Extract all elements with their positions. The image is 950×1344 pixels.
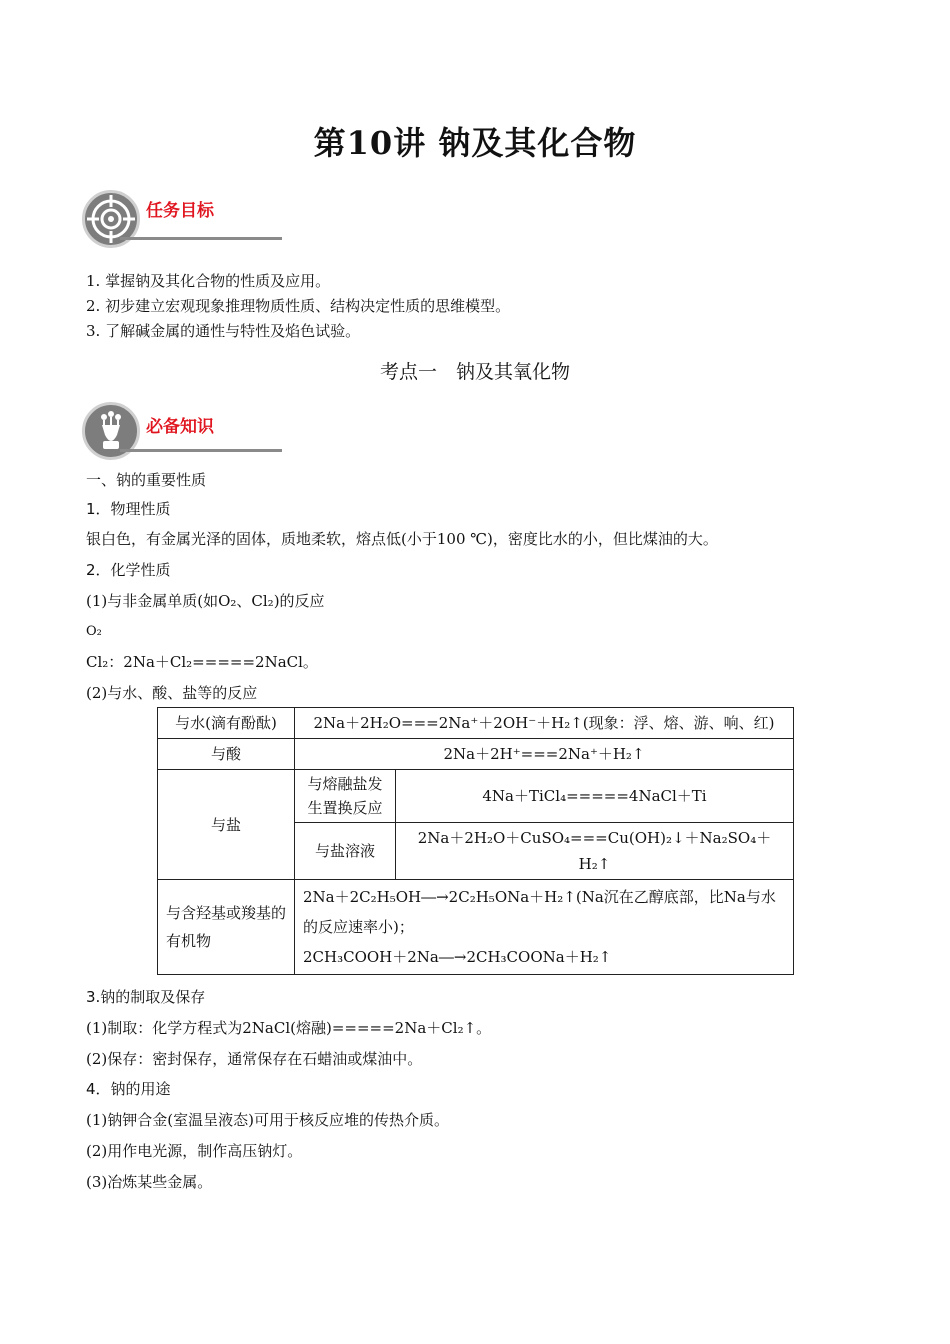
prep-item: (2)保存：密封保存，通常保存在石蜡油或煤油中。	[86, 1050, 423, 1068]
chem-item: (2)与水、酸、盐等的反应	[86, 684, 258, 702]
reaction-table	[157, 707, 794, 975]
cl2-reaction: Cl₂：2Na＋Cl₂=====2NaCl。	[86, 653, 318, 671]
sub-label: 与熔融盐发生置换反应	[295, 770, 396, 823]
use-item: (2)用作电光源，制作高压钠灯。	[86, 1142, 303, 1160]
use-item: (1)钠钾合金(室温呈液态)可用于核反应堆的传热介质。	[86, 1111, 449, 1129]
row-label: 与盐	[158, 770, 295, 880]
equation-cell: 2Na＋2H⁺===2Na⁺＋H₂↑	[295, 739, 794, 770]
subsection-heading: 3.钠的制取及保存	[86, 988, 206, 1006]
objective-item: 2. 初步建立宏观现象推理物质性质、结构决定性质的思维模型。	[86, 297, 511, 315]
equation-cell	[295, 880, 794, 975]
organic-equation-2: 2CH₃COOH＋2Na―→2CH₃COONa＋H₂↑	[303, 948, 612, 966]
badge-underline	[120, 449, 282, 452]
objective-item: 1. 掌握钠及其化合物的性质及应用。	[86, 272, 331, 290]
table-row	[158, 770, 794, 823]
sub-label: 与盐溶液	[295, 823, 396, 880]
equation-cell: 2Na＋2H₂O===2Na⁺＋2OH⁻＋H₂↑(现象：浮、熔、游、响、红)	[295, 708, 794, 739]
chem-item: (1)与非金属单质(如O₂、Cl₂)的反应	[86, 592, 325, 610]
knowledge-badge	[80, 402, 250, 462]
subsection-heading: 4．钠的用途	[86, 1080, 171, 1098]
objectives-label: 任务目标	[146, 201, 214, 221]
objectives-badge	[80, 190, 250, 250]
equation-cell: 4Na＋TiCl₄=====4NaCl＋Ti	[396, 770, 794, 823]
row-label: 与含羟基或羧基的有机物	[158, 880, 295, 975]
subsection-heading: 2．化学性质	[86, 561, 171, 579]
table-row	[158, 708, 794, 739]
subsection-heading: 1．物理性质	[86, 500, 171, 518]
use-item: (3)冶炼某些金属。	[86, 1173, 213, 1191]
topic-heading: 考点一 钠及其氧化物	[379, 361, 570, 383]
page-title: 第10讲 钠及其化合物	[313, 124, 637, 162]
objective-item: 3. 了解碱金属的通性与特性及焰色试验。	[86, 322, 361, 340]
prep-item: (1)制取：化学方程式为2NaCl(熔融)=====2Na＋Cl₂↑。	[86, 1019, 492, 1037]
badge-underline	[120, 237, 282, 240]
table-row	[158, 739, 794, 770]
physical-properties-text: 银白色，有金属光泽的固体，质地柔软，熔点低(小于100 ℃)，密度比水的小，但比煤油的大。	[86, 530, 718, 548]
organic-equation-1: 2Na＋2C₂H₅OH―→2C₂H₅ONa＋H₂↑(Na沉在乙醇底部，比Na与水的反应速率小)；	[303, 888, 776, 936]
o2-label: O₂	[86, 624, 102, 639]
knowledge-label: 必备知识	[146, 417, 214, 437]
section-heading: 一、钠的重要性质	[86, 471, 207, 489]
row-label: 与酸	[158, 739, 295, 770]
row-label: 与水(滴有酚酞)	[158, 708, 295, 739]
table-row	[158, 880, 794, 975]
equation-cell: 2Na＋2H₂O＋CuSO₄===Cu(OH)₂↓＋Na₂SO₄＋H₂↑	[396, 823, 794, 880]
